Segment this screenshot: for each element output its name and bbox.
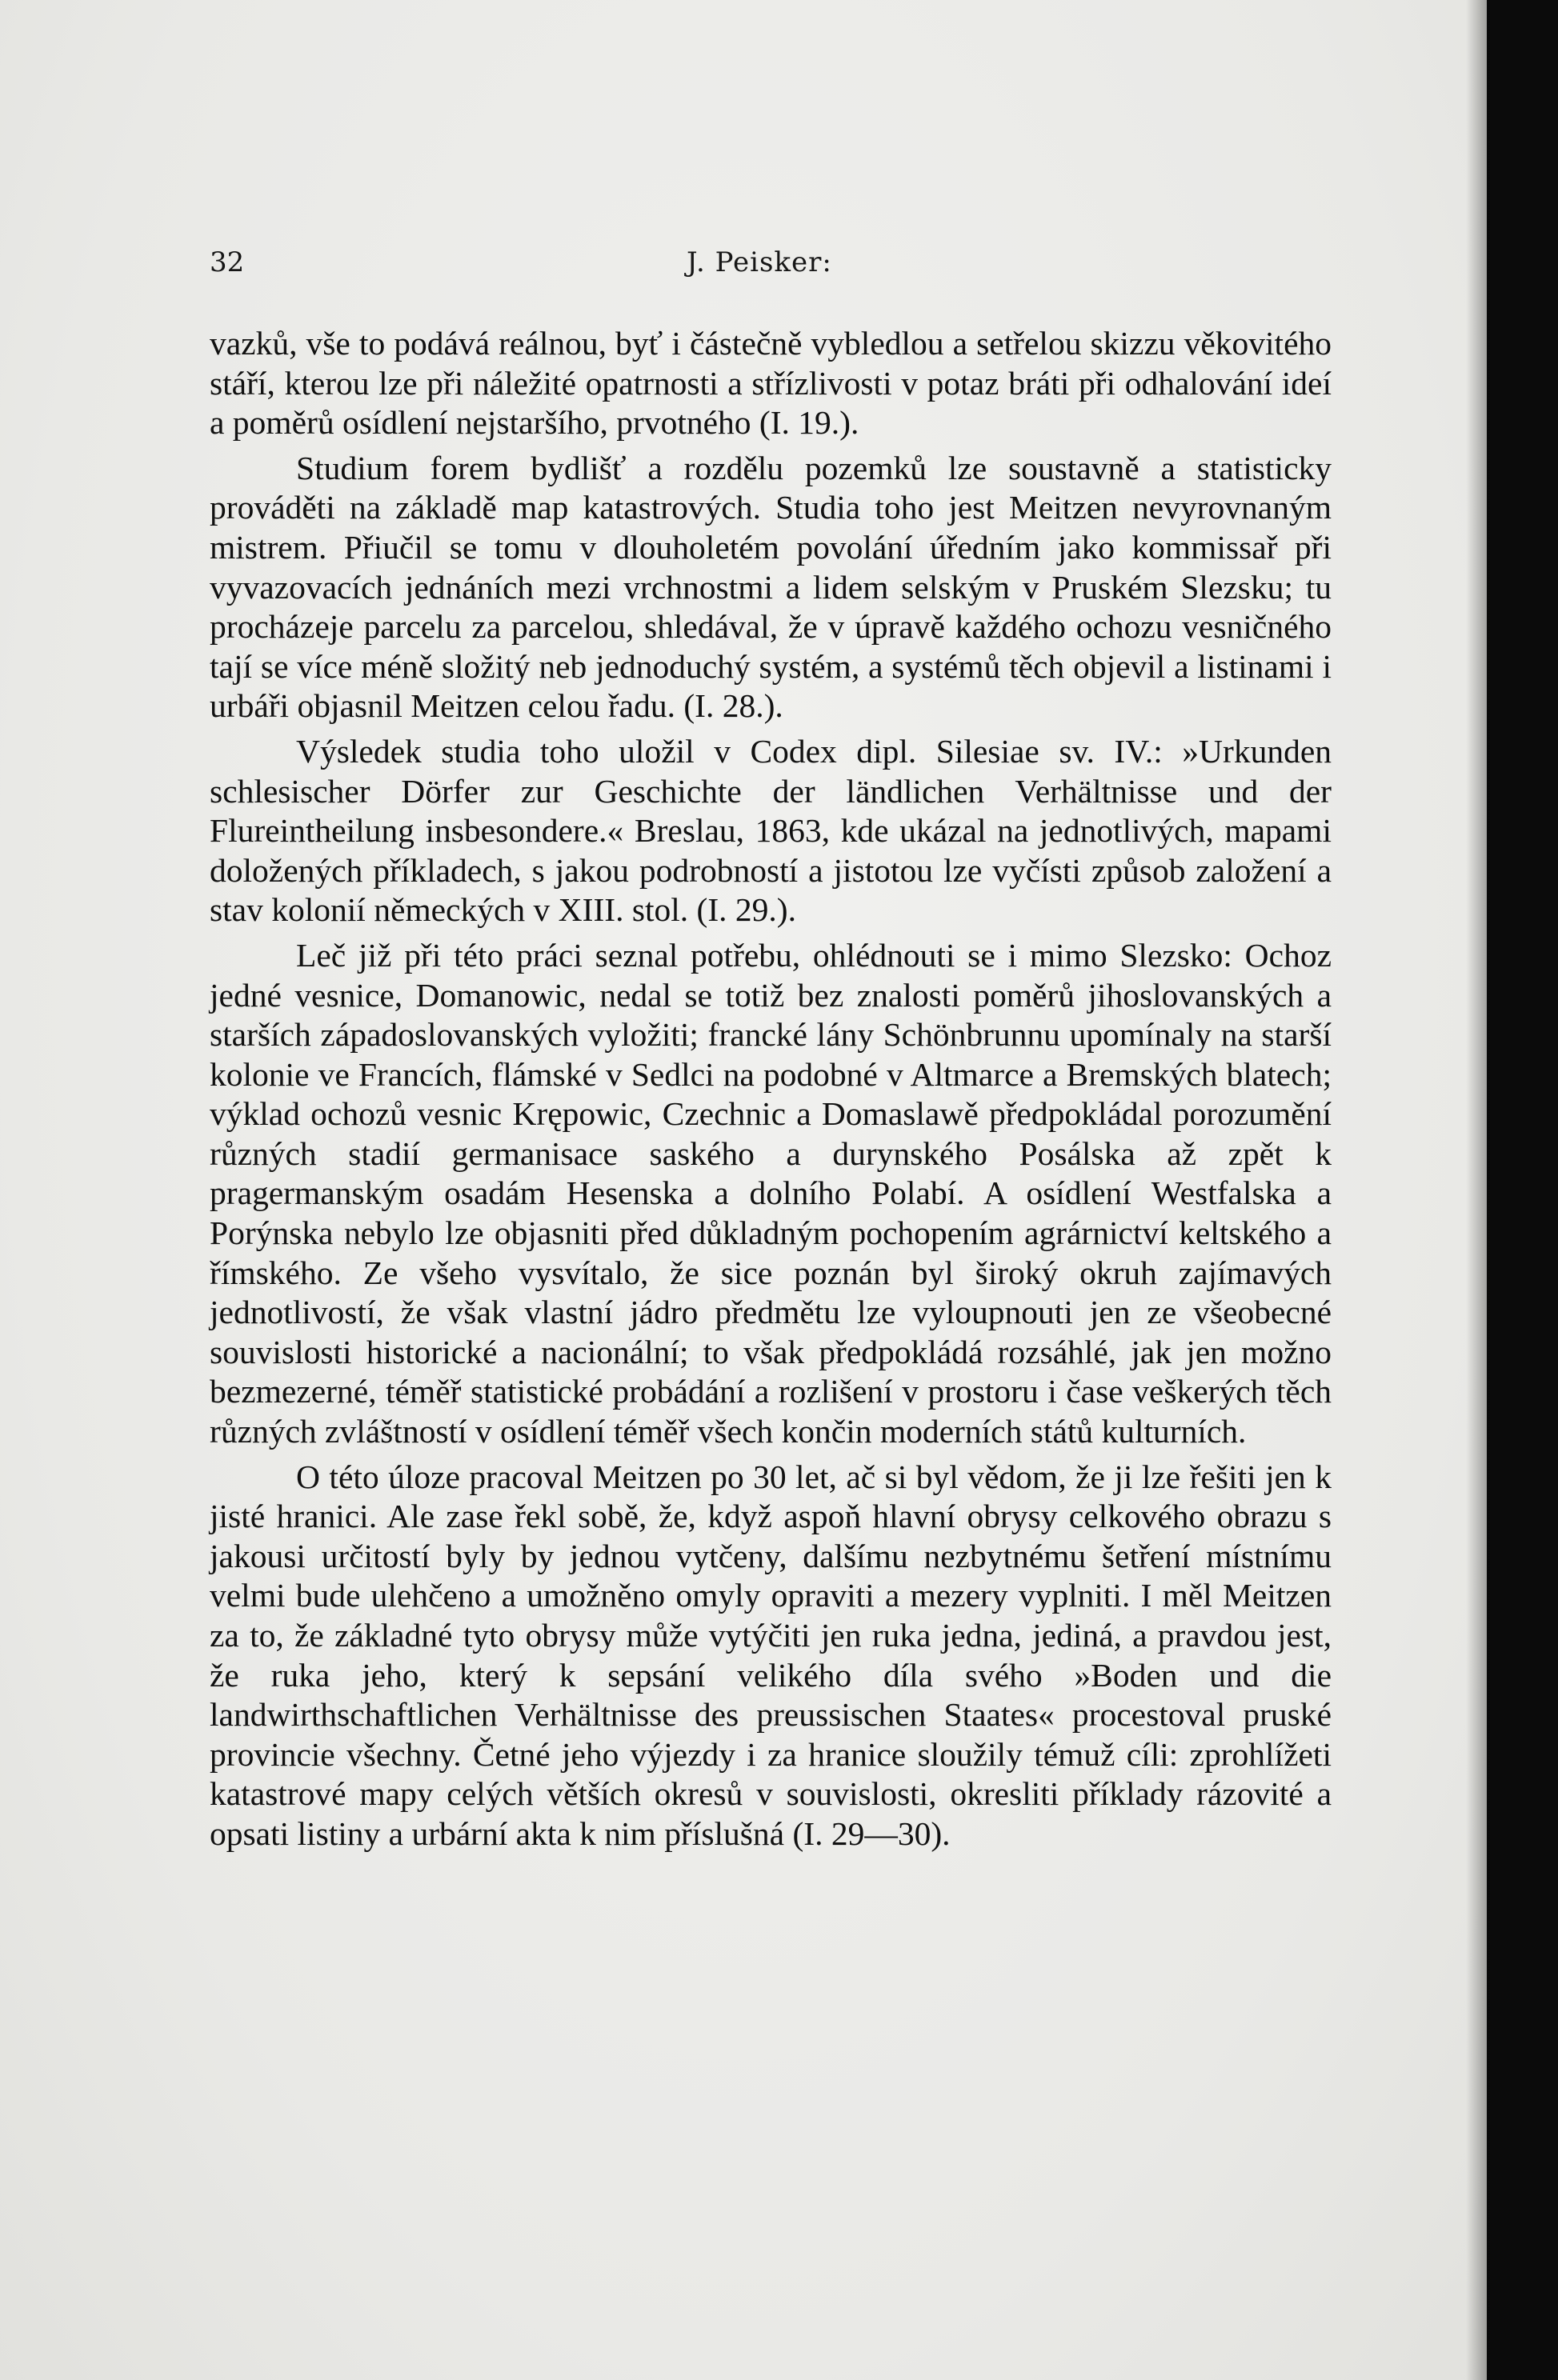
page-number: 32 bbox=[210, 246, 245, 278]
running-head: J. Peisker: bbox=[687, 246, 832, 278]
paragraph: Výsledek studia toho uložil v Codex dipl. Silesiae sv. IV.: »Urkunden schlesischer Dörfer zur Geschichte der ländlichen Verhältnisse und der Flureintheilung insbesondere.« Breslau, 1863, kde ukázal na jednotlivých, mapami doložených příkladech, s jakou podrobností a jistotou lze vyčísti způsob založení a stav kolonií německých v XIII. stol. (I. 29.). bbox=[210, 732, 1332, 929]
paragraph: Leč již při této práci seznal potřebu, ohlédnouti se i mimo Slezsko: Ochoz jedné vesnice, Domanowic, nedal se totiž bez znalosti poměrů jihoslovanských a starších západoslovanských vyložiti; francké lány Schönbrunnu upomínaly na starší kolonie ve Francích, flámské v Sedlci na podobné v Altmarce a Bremských blatech; výklad ochozů vesnic Krępowic, Czechnic a Domaslawě předpokládal porozumění různých stadií germanisace saského a durynského Posálska až zpět k pragermanským osadám Hesenska a dolního Polabí. A osídlení Westfalska a Porýnska nebylo lze objasniti před důkladným pochopením agrárnictví keltského a římského. Ze všeho vysvítalo, že sice poznán byl široký okruh zajímavých jednotlivostí, že však vlastní jádro předmětu lze vyloupnouti jen ze všeobecné souvislosti historické a nacionální; to však předpokládá rozsáhlé, jak jen možno bezmezerné, téměř statistické probádání a rozlišení v prostoru i čase veškerých těch různých zvláštností v osídlení téměř všech končin moderních států kulturních. bbox=[210, 936, 1332, 1450]
paragraph: O této úloze pracoval Meitzen po 30 let, ač si byl vědom, že ji lze řešiti jen k jisté hranici. Ale zase řekl sobě, že, když aspoň hlavní obrysy celkového obrazu s jakousi určitostí byly by jednou vytčeny, dalšímu nezbytnému šetření místnímu velmi bude ulehčeno a umožněno omyly opraviti a mezery vyplniti. I měl Meitzen za to, že základné tyto obrysy může vytýčiti jen ruka jedna, jediná, a pravdou jest, že ruka jeho, který k sepsání velikého díla svého »Boden und die landwirthschaftlichen Verhältnisse des preussischen Staates« procestoval pruské provincie všechny. Četné jeho výjezdy i za hranice sloužily témuž cíli: zprohlížeti katastrové mapy celých větších okresů v souvislosti, okresliti příklady rázovité a opsati listiny a urbární akta k nim příslušná (I. 29—30). bbox=[210, 1458, 1332, 1852]
paragraph: vazků, vše to podává reálnou, byť i částečně vybledlou a setřelou skizzu věkovitého stáří, kterou lze při náležité opatrnosti a střízlivosti v potaz bráti při odhalování ideí a poměrů osídlení nejstaršího, prvotného (I. 19.). bbox=[210, 325, 1332, 442]
paragraph: Studium forem bydlišť a rozdělu pozemků lze soustavně a statisticky prováděti na základě map katastrových. Studia toho jest Meitzen nevyrovnaným mistrem. Přiučil se tomu v dlouholetém povolání úředním jako kommissař při vyvazovacích jednáních mezi vrchnostmi a lidem selským v Pruském Slezsku; tu procházeje parcelu za parcelou, shledával, že v úpravě každého ochozu vesničného tají se více méně složitý neb jednoduchý systém, a systémů těch objevil a listinami i urbáři objasnil Meitzen celou řadu. (I. 28.). bbox=[210, 449, 1332, 725]
body-text bbox=[210, 324, 1332, 1860]
page-header bbox=[210, 240, 1332, 288]
binding-shadow bbox=[1466, 0, 1490, 2380]
